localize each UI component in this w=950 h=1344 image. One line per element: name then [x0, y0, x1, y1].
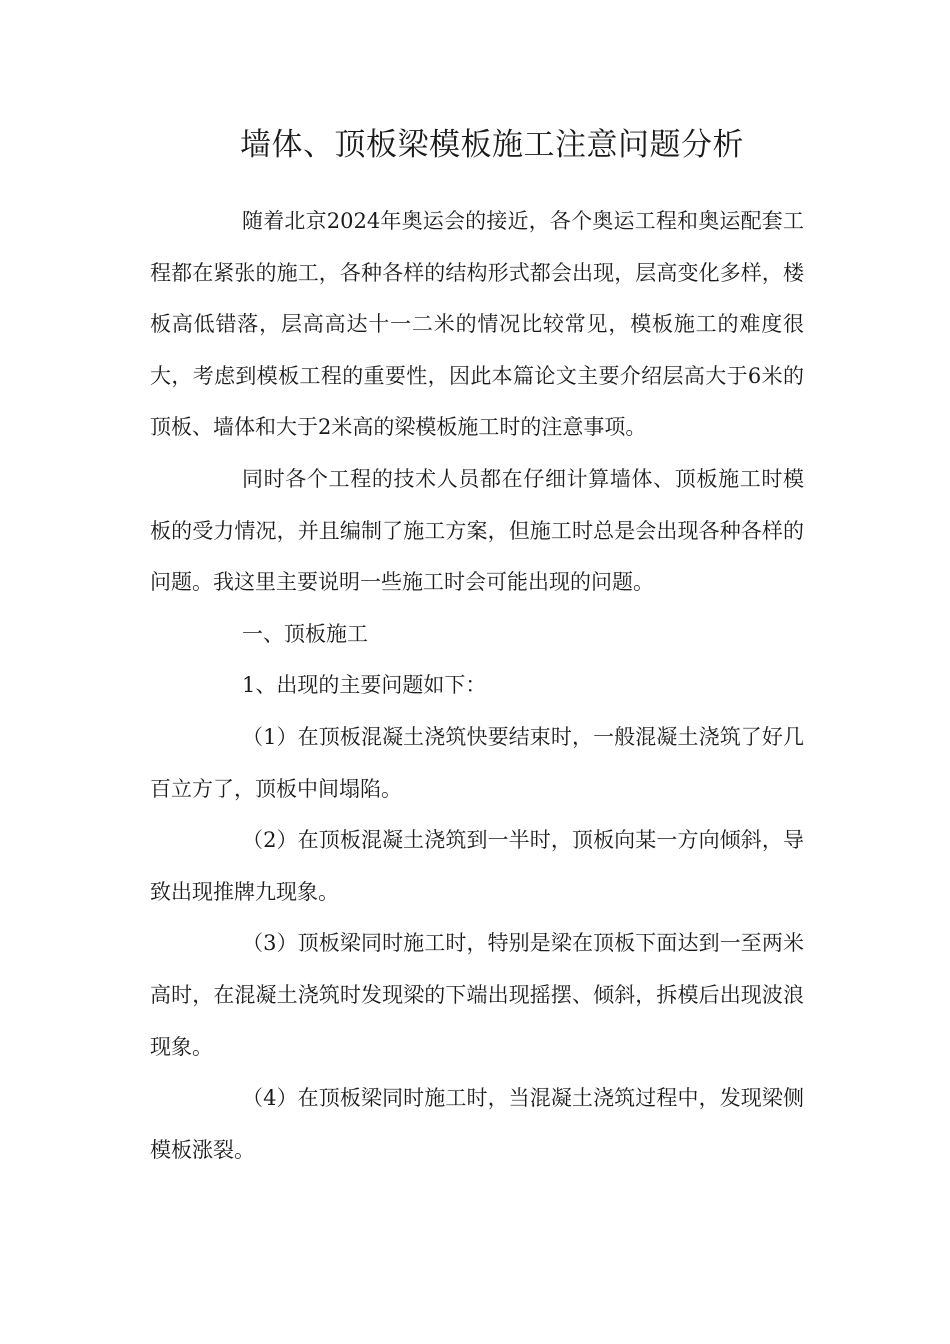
problem-item-2: （2）在顶板混凝土浇筑到一半时，顶板向某一方向倾斜，导致出现推牌九现象。 — [150, 828, 804, 904]
document-body — [150, 196, 804, 1176]
subsection-heading-main-problems: 1、出现的主要问题如下： — [242, 673, 487, 698]
section-heading-roof-slab: 一、顶板施工 — [242, 621, 368, 646]
problem-item-1: （1）在顶板混凝土浇筑快要结束时，一般混凝土浇筑了好几百立方了，顶板中间塌陷。 — [150, 724, 804, 801]
problem-item-3: （3）顶板梁同时施工时，特别是梁在顶板下面达到一至两米高时，在混凝土浇筑时发现梁的下端出现摇摆、倾斜，拆模后出现波浪现象。 — [150, 931, 804, 1059]
paragraph-intro: 随着北京2024年奥运会的接近，各个奥运工程和奥运配套工程都在紧张的施工，各种各样的结构形式都会出现，层高变化多样，楼板高低错落，层高高达十一二米的情况比较常见，模板施工的难度很大，考虑到模板工程的重要性，因此本篇论文主要介绍层高大于6米的顶板、墙体和大于2米高的梁模板施工时的注意事项。 — [150, 209, 804, 440]
paragraph-context: 同时各个工程的技术人员都在仔细计算墙体、顶板施工时模板的受力情况，并且编制了施工方案，但施工时总是会出现各种各样的问题。我这里主要说明一些施工时会可能出现的问题。 — [150, 466, 804, 595]
problem-item-4: （4）在顶板梁同时施工时，当混凝土浇筑过程中，发现梁侧模板涨裂。 — [150, 1086, 804, 1162]
document-title: 墙体、顶板梁模板施工注意问题分析 — [240, 127, 744, 163]
